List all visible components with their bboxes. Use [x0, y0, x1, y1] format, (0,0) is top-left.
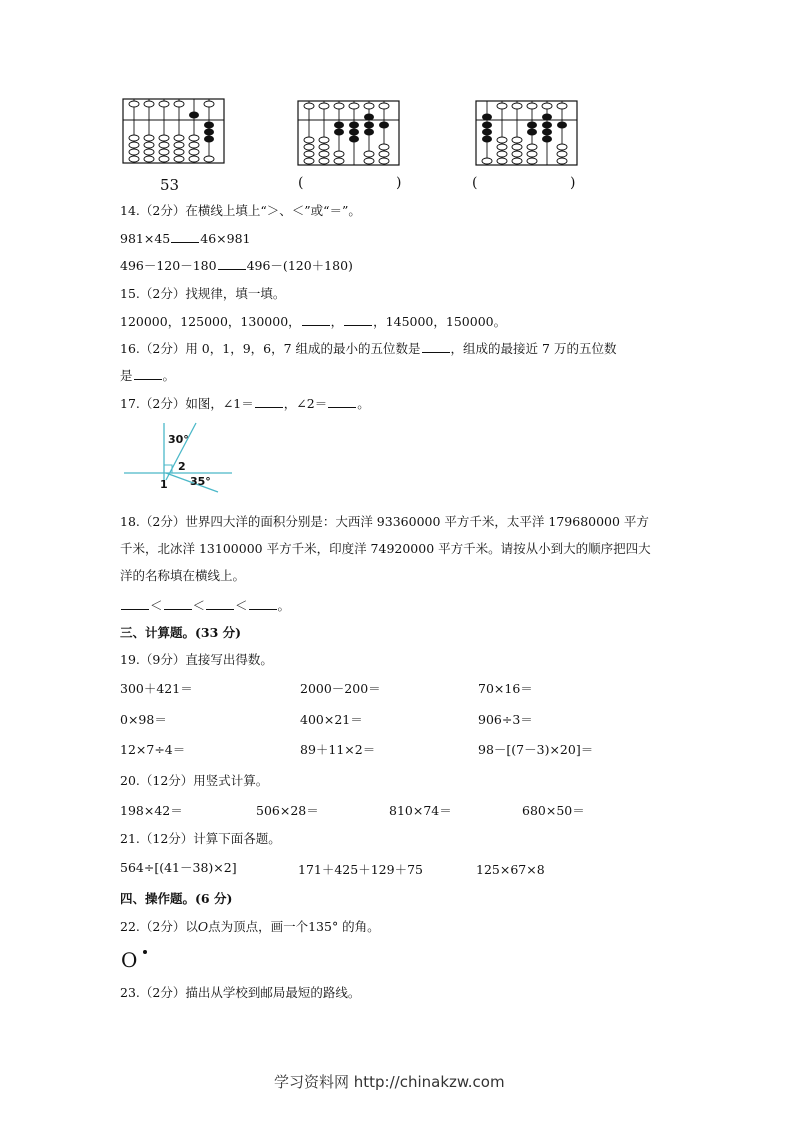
- q16-line1: [120, 340, 616, 358]
- q20-item: 506×28＝: [256, 803, 319, 818]
- abacus-1: [120, 96, 228, 166]
- q14-line1: [120, 230, 251, 248]
- q14-line2-right: 496－(120＋180): [246, 258, 353, 273]
- point-o-label: O: [121, 948, 138, 972]
- q18-line1: 18.（2分）世界四大洋的面积分别是：大西洋 93360000 平方千米，太平洋 179680000 平方: [120, 514, 649, 529]
- answer-blank[interactable]: [121, 597, 149, 610]
- q21-title: 21.（12分）计算下面各题。: [120, 831, 281, 846]
- q15-sequence: [120, 313, 506, 331]
- q17-text-b: ，∠2＝: [283, 396, 328, 411]
- angle-1-label: 1: [160, 478, 168, 491]
- q19-item: 89＋11×2＝: [300, 742, 376, 757]
- q19-title: 19.（9分）直接写出得数。: [120, 652, 273, 667]
- q21-item: 125×67×8: [476, 862, 545, 877]
- footer-watermark: 学习资料网 http://chinakzw.com: [274, 1073, 505, 1091]
- q20-item: 810×74＝: [389, 803, 452, 818]
- q15-title: 15.（2分）找规律，填一填。: [120, 286, 286, 301]
- q22-text-b: 点为顶点，画一个135° 的角。: [208, 919, 380, 934]
- q19-item: 400×21＝: [300, 712, 363, 727]
- q17-text-c: 。: [357, 396, 370, 411]
- q16-text-b: ，组成的最接近 7 万的五位数: [450, 341, 617, 356]
- q19-item: 98－[(7－3)×20]＝: [478, 742, 594, 757]
- q22-line: [120, 918, 380, 936]
- less-than: ＜: [192, 598, 206, 613]
- period: 。: [277, 598, 291, 613]
- abacus-3-close-paren: ): [570, 175, 576, 191]
- angle-35-label: 35°: [190, 475, 211, 488]
- q19-item: 300＋421＝: [120, 681, 193, 696]
- section-4-heading: 四、操作题。(6 分): [120, 891, 233, 906]
- less-than: ＜: [235, 598, 248, 613]
- answer-blank[interactable]: [164, 597, 192, 610]
- q14-line1-left: 981×45: [120, 231, 171, 246]
- q20-item: 680×50＝: [522, 803, 585, 818]
- q15-seq-b: ，145000，150000。: [373, 314, 507, 329]
- q19-item: 70×16＝: [478, 681, 533, 696]
- q18-line2: 千米，北冰洋 13100000 平方千米，印度洋 74920000 平方千米。请按从小到大的顺序把四大: [120, 541, 651, 556]
- answer-blank[interactable]: [255, 395, 283, 408]
- answer-blank[interactable]: [344, 313, 372, 326]
- q21-item: 171＋425＋129＋75: [298, 862, 423, 877]
- answer-blank[interactable]: [171, 230, 199, 243]
- q15-sep: ，: [330, 314, 344, 329]
- q20-title: 20.（12分）用竖式计算。: [120, 773, 269, 788]
- answer-blank[interactable]: [218, 257, 246, 270]
- q21-item: 564÷[(41－38)×2]: [120, 860, 237, 875]
- section-3-heading: 三、计算题。(33 分): [120, 625, 242, 640]
- abacus-3-open-paren: (: [472, 175, 478, 191]
- q16-text-c: 是: [120, 368, 133, 383]
- q18-answer-line: [120, 597, 290, 615]
- abacus-2-close-paren: ): [396, 175, 402, 191]
- q16-text-d: 。: [162, 368, 176, 383]
- q14-line1-right: 46×981: [200, 231, 251, 246]
- angle-diagram: [120, 420, 235, 495]
- answer-blank[interactable]: [328, 395, 356, 408]
- q16-line2: [120, 367, 175, 385]
- q20-item: 198×42＝: [120, 803, 183, 818]
- q16-text-a: 16.（2分）用 0，1，9，6，7 组成的最小的五位数是: [120, 341, 421, 356]
- abacus-2: [295, 98, 403, 168]
- q14-line2: [120, 257, 353, 275]
- q15-seq-a: 120000，125000，130000，: [120, 314, 301, 329]
- answer-blank[interactable]: [422, 340, 450, 353]
- angle-2-label: 2: [178, 460, 186, 473]
- q22-text-a: 22.（2分）以: [120, 919, 198, 934]
- q19-item: 12×7÷4＝: [120, 742, 186, 757]
- q19-item: 906÷3＝: [478, 712, 533, 727]
- q17-line: [120, 395, 370, 413]
- q18-line3: 洋的名称填在横线上。: [120, 568, 246, 583]
- answer-blank[interactable]: [134, 367, 162, 380]
- q14-title: 14.（2分）在横线上填上“＞、＜”或“＝”。: [120, 203, 361, 218]
- less-than: ＜: [150, 598, 163, 613]
- abacus-3: [473, 98, 581, 168]
- q23-title: 23.（2分）描出从学校到邮局最短的路线。: [120, 985, 361, 1000]
- q19-item: 2000－200＝: [300, 681, 381, 696]
- q19-item: 0×98＝: [120, 712, 167, 727]
- abacus-1-label: 53: [160, 176, 180, 194]
- q22-o: O: [197, 919, 209, 934]
- point-o-dot[interactable]: [143, 950, 147, 954]
- q17-text-a: 17.（2分）如图，∠1＝: [120, 396, 254, 411]
- abacus-2-open-paren: (: [298, 175, 304, 191]
- answer-blank[interactable]: [302, 313, 330, 326]
- angle-30-label: 30°: [168, 433, 189, 446]
- answer-blank[interactable]: [249, 597, 277, 610]
- q14-line2-left: 496－120－180: [120, 258, 217, 273]
- answer-blank[interactable]: [206, 597, 234, 610]
